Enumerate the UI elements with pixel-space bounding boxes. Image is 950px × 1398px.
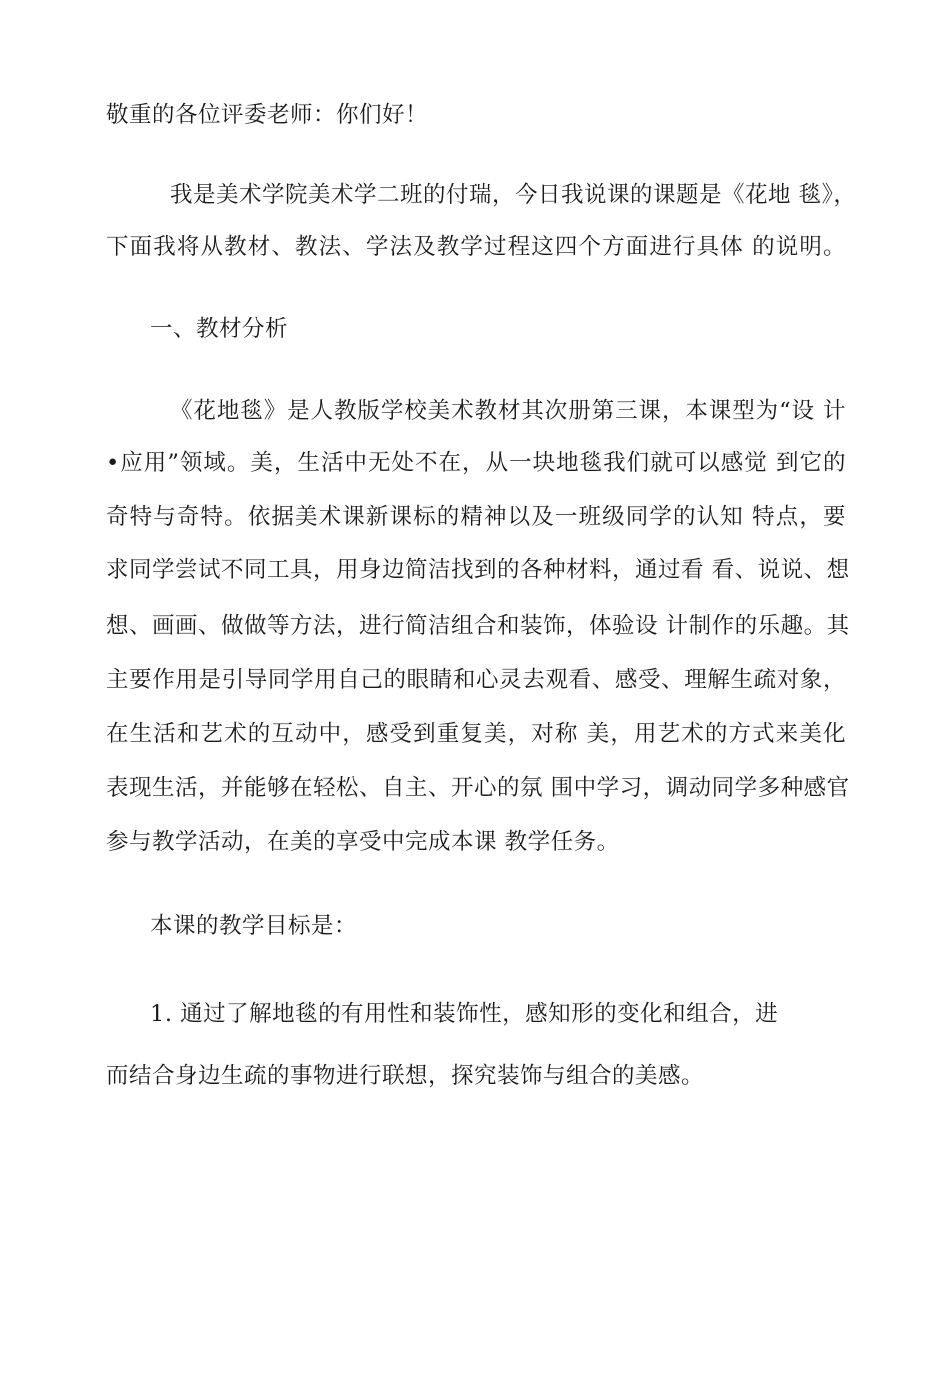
analysis-line-9: 参与教学活动，在美的享受中完成本课 教学任务。 [106,829,620,855]
goal-1-line-2: 而结合身边生疏的事物进行联想，探究装饰与组合的美感。 [106,1063,705,1089]
analysis-line-2: •应用”领域。美，生活中无处不在，从一块地毯我们就可以感觉 到它的 [106,450,846,476]
section-heading: 一、教材分析 [150,316,289,342]
analysis-line-1: 《花地毯》是人教版学校美术教材其次册第三课，本课型为“设 计 [170,398,846,424]
goals-heading: 本课的教学目标是： [150,913,358,939]
analysis-line-7: 在生活和艺术的互动中，感受到重复美，对称 美，用艺术的方式来美化 [106,721,846,747]
analysis-line-4: 求同学尝试不同工具，用身边简洁找到的各种材料，通过看 看、说说、想 [106,557,850,583]
analysis-line-3: 奇特与奇特。依据美术课新课标的精神以及一班级同学的认知 特点，要 [106,504,846,530]
greeting-line: 敬重的各位评委老师：你们好！ [106,102,429,128]
analysis-line-5: 想、画画、做做等方法，进行简洁组合和装饰，体验设 计制作的乐趣。其 [106,613,850,639]
intro-line-1: 我是美术学院美术学二班的付瑞，今日我说课的课题是《花地 毯》， [170,182,857,208]
intro-line-2: 下面我将从教材、教法、学法及教学过程这四个方面进行具体 的说明。 [106,234,846,260]
analysis-line-8: 表现生活，并能够在轻松、自主、开心的氛 围中学习，调动同学多种感官 [106,775,850,801]
analysis-line-6: 主要作用是引导同学用自己的眼睛和心灵去观看、感受、理解生疏对象， [106,667,846,693]
goal-1-line-1: 1. 通过了解地毯的有用性和装饰性，感知形的变化和组合，进 [150,1001,779,1027]
